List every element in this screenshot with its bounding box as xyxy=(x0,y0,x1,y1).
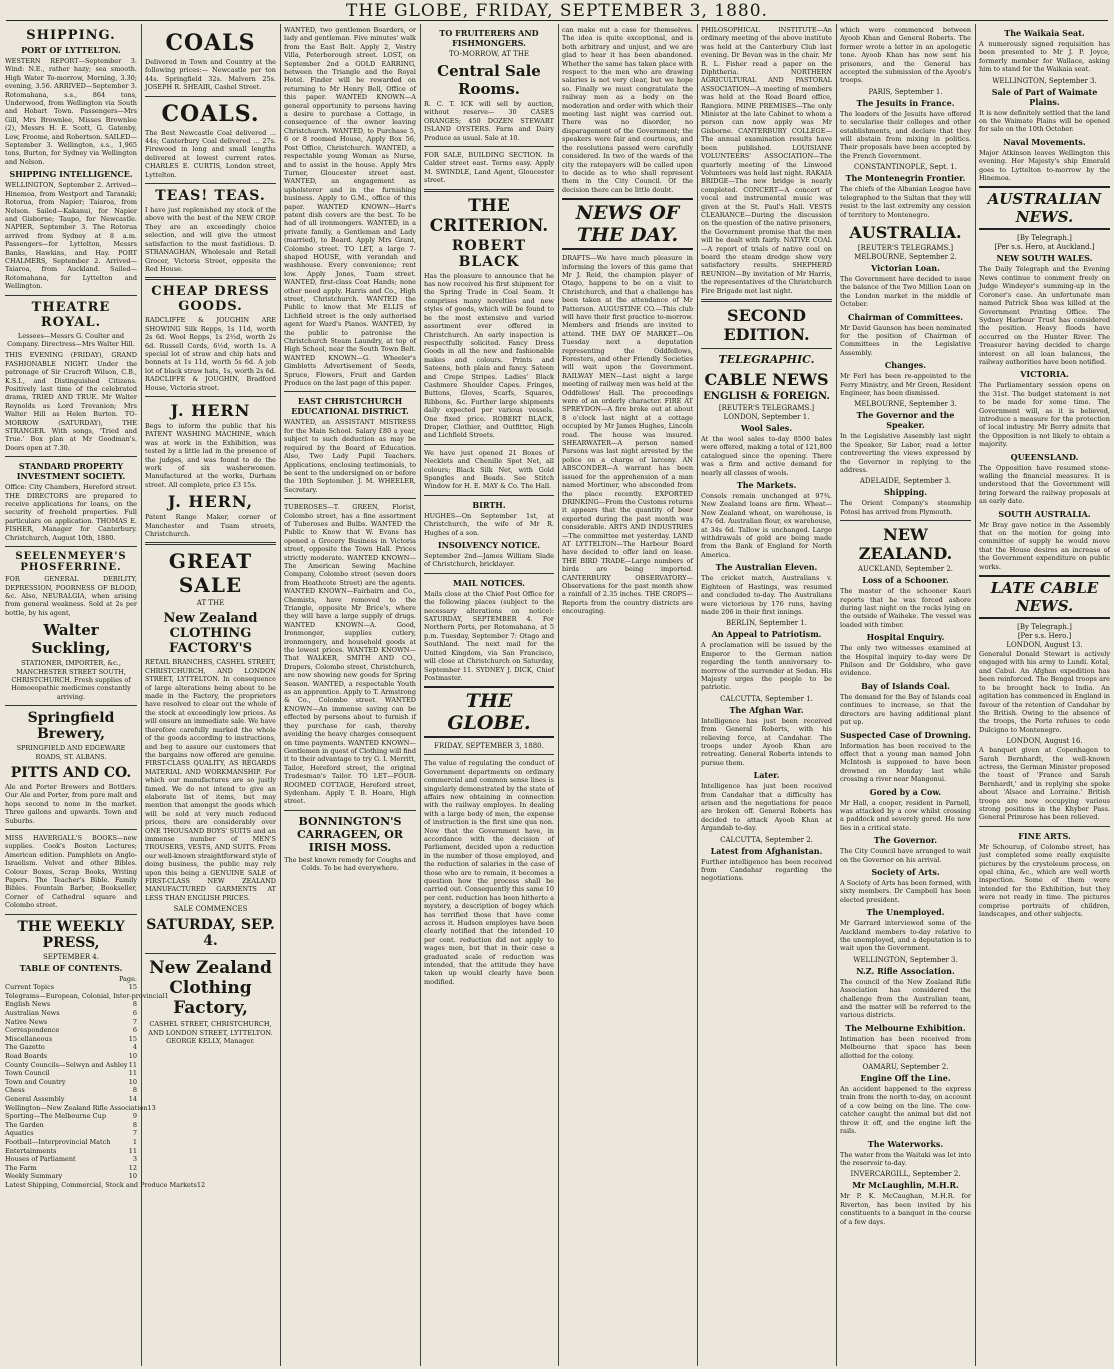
toc-row-label: Telegrams—European, Colonial, Inter-provincial xyxy=(5,991,165,1000)
naval-heading: Naval Movements. xyxy=(1003,136,1086,147)
robert-black-text: Has the pleasure to announce that he has now received his first shipment for the Spring Trade in Coal Seam. It comprises many novelties and new styles of goods, which will be found to be the most extensive and varied assortment ever offered in Christchurch. An early inspection is respectfully solicited. Fancy Dress Goods in all the new and fashionable makes and colours. Prints and Sateens, both plain and fancy. Sateen and Crepe Stripes. Ladies' Black Cashmere Shoulder Capes. Fringes, Buttons, Gloves, Scarfs, Squares, Ribbons, &c. Further large shipments daily expected per various vessels. One fixed price. ROBERT BLACK, Draper, Clothier, and Outfitter, High and Lichfield Streets. xyxy=(424,271,554,440)
toc-row xyxy=(5,1147,137,1156)
waimate-text: It is now definitely settled that the land on the Waimate Plains will be opened for sale on the 10th October. xyxy=(979,108,1110,134)
toc-row xyxy=(5,1129,137,1138)
schooner-heading: Loss of a Schooner. xyxy=(862,575,949,586)
toc-row-page: 12 xyxy=(128,1163,137,1172)
birth-text: HUGHES—On September 1st, at Christchurch, the wife of Mr R. Hughes of a son. xyxy=(424,511,554,537)
toc-row xyxy=(5,1103,156,1113)
society-heading: STANDARD PROPERTY INVESTMENT SOCIETY. xyxy=(16,461,126,482)
great-sale-heading: GREAT SALE xyxy=(168,549,253,598)
latest-afghanistan-text: Further intelligence has been received from Candahar regarding the negotiations. xyxy=(701,857,832,883)
australian-news-per: [Per s.s. Hero, at Auckland.] xyxy=(994,243,1095,252)
fruiterers-date: TO-MORROW, AT THE xyxy=(448,50,530,58)
waikaia-heading: The Waikaia Seat. xyxy=(1004,28,1085,38)
toc-row-page: 15 xyxy=(128,983,137,992)
victoria-text: The Parliamentary session opens on the 31st. The budget statement is not to be made for some time. The Government will, as it is believed, introduce a measure for the protection of local industry. Mr Berry admits that the Opposition is not likely to obtain a majority. xyxy=(979,381,1110,449)
toc-row-label: Houses of Parliament xyxy=(5,1155,76,1164)
criterion-heading: THE CRITERION. xyxy=(429,195,549,236)
local-news-text: PHILOSOPHICAL INSTITUTE—An ordinary meeting of the above institute was held at the Canterbury Club last evening. Dr Bevan was in the chair. Mr R. L. Fisher read a paper on the Diphtheria. NORTHERN AGRICULTURAL AND PASTORAL ASSOCIATION—A meeting of members was held at the Road Board office, Rangiora. MINE PREMISES—The only Minister at the late Cabinet to whom a person can now apply was Mr Gisborne. CANTERBURY COLLEGE—The annual examination results have been published. LOUISIANE VOLUNTEERS' ASSOCIATION—The quarterly meeting of the Linwood Volunteers was held last night. RAKAIA BRIDGE—The new bridge is nearly completed. CONCERT—A concert of vocal and instrumental music was given at the St. Paul's Hall. VESTS CLEARANCE—During the discussion on the question of the native prisoners, the Government promise that the men will be dealt with fairly. NATIVE COAL—A report of trials of native coal on board the steam dredge show very satisfactory results. SHEPHERD REUNION—By invitation of Mr Harris, the representatives of the Christchurch Fire Brigade met last night. xyxy=(701,26,832,295)
calcutta-dateline: CALCUTTA, September 1. xyxy=(720,694,813,703)
constantinople-dateline: CONSTANTINOPLE, Sept. 1. xyxy=(853,163,958,172)
toc-row-page: 1 xyxy=(164,991,169,1000)
brewery-heading: Springfield Brewery, xyxy=(27,710,115,743)
governor-text: The City Council have arranged to wait on the Governor on his arrival. xyxy=(840,847,971,864)
telegraphic-heading: TELEGRAPHIC. xyxy=(718,353,815,366)
globe-heading: THE GLOBE. xyxy=(424,686,554,738)
toc-row-page: 6 xyxy=(132,1009,137,1018)
queensland-heading: QUEENSLAND. xyxy=(1010,451,1079,462)
chairman-heading: Chairman of Committees. xyxy=(848,311,963,322)
column-6 xyxy=(701,26,832,1366)
hospital-text: The only two witnesses examined at the Hospital inquiry to-day were Dr Philson and Dr Goldsbro, who gave evidence. xyxy=(840,644,971,678)
beads-ad: We have just opened 21 Boxes of Necklets and Chenille Spot Net, all colours; Black Silk Net, with Gold Spangles and Beads. See Stitch Window for H. E. MAY & Co. The Hall. xyxy=(424,448,554,491)
pitts-text: Ale and Porter Brewers and Bottlers. Our Ale and Porter, from pure malt and hops second to none in the market. Three gallons and upwards. Town and Suburbs. xyxy=(5,782,137,825)
news-of-the-day-heading: NEWS OF THE DAY. xyxy=(562,198,693,250)
column-rule xyxy=(836,24,837,1366)
schooner-text: The master of the schooner Kauri reports that he was forced ashore during last night on the rocks lying on the outside of Waiheke. The vessel was loaded with timber. xyxy=(840,587,971,629)
toc-row-page: 14 xyxy=(128,1094,137,1103)
great-sale-at: AT THE xyxy=(196,599,225,608)
late-cable-text-2: A banquet given at Copenhagen to Sarah Bernhardt, the well-known actress, the German Minister proposed the toast of 'France and Sarah Bernhardt,' and in replying she spoke about 'Alsace and Lorraine.' British troops are now occupying various strong positions in the Khyber Pass. General Primrose has been relieved. xyxy=(979,746,1110,822)
teas-text: I have just replenished my stock of the above with the best of the NEW CROP. They are an exceedingly choice selection, and will give the utmost satisfaction to the most fastidious. D. STRANAGHAN, Wholesale and Retail Grocer, Victoria Street, opposite the Red House. xyxy=(145,206,276,273)
toc-row-page: 10 xyxy=(128,1052,137,1060)
sale-commences: SALE COMMENCES xyxy=(173,905,248,914)
insolvency-heading: INSOLVENCY NOTICE. xyxy=(437,540,541,551)
cable-news-heading: CABLE NEWS xyxy=(704,370,829,389)
toc-row xyxy=(5,1018,137,1027)
factory-heading: New Zealand Clothing Factory, xyxy=(149,958,272,1019)
dress-goods-heading: CHEAP DRESS GOODS. xyxy=(151,284,270,315)
melbourne-exhibition-text: Intimation has been received from Melbourne that space has been allotted for the colony. xyxy=(840,1034,971,1060)
column-1 xyxy=(5,26,206,1366)
markets-heading: The Markets. xyxy=(736,480,797,491)
melbourne2-dateline: MELBOURNE, September 3. xyxy=(854,400,957,409)
australian-news-heading: AUSTRALIAN NEWS. xyxy=(979,186,1110,230)
patriotism-heading: An Appeal to Patriotism. xyxy=(711,629,822,640)
school-district-heading: EAST CHRISTCHURCH EDUCATIONAL DISTRICT. xyxy=(291,396,409,417)
later-text: Intelligence has just been received from Candahar that a difficulty has arisen and the negotiations for peace are broken off. General Roberts has decided to attack Ayoob Khan at Argandab to-day. xyxy=(701,782,832,833)
toc-row-label: County Councils—Selwyn and Ashley xyxy=(5,1060,128,1069)
insolvency-text: September 2nd—James William Slade of Christchurch, bricklayer. xyxy=(424,552,554,569)
toc-row-label: Native News xyxy=(5,1017,48,1026)
cable-news-subheading: ENGLISH & FOREIGN. xyxy=(703,391,830,402)
toc-row-label: Town and Country xyxy=(5,1077,66,1086)
editorial-continued: can make out a case for themselves. The idea is quite exceptional, and is both arbitrary and unjust, and we are glad to hear it has been abandoned. Whether the same has taken place with respect to the men who are drawing salaries is not very clear, but we hope so. Finally we must congratulate the railway men as a body on the moderation and order with which their meeting last night was carried out. There was no disorder, no disparagement of the Government; the speakers were fair and courteous, and the resolutions passed were carefully considered. In two of the wards of the city the ratepayers will be called upon to decide as to who shall represent them in the City Council. Of the decision there can be little doubt. xyxy=(562,26,693,194)
jesuits-heading: The Jesuits in France. xyxy=(856,97,955,108)
toc-row-label: Aquatics xyxy=(5,1129,34,1138)
toc-row xyxy=(5,991,169,1001)
toc-row-page: 15 xyxy=(128,1034,137,1043)
toc-row-page: 8 xyxy=(132,1000,137,1009)
victoria-heading: VICTORIA. xyxy=(1020,369,1069,380)
toc-row xyxy=(5,1138,137,1147)
column-rule xyxy=(280,24,281,1366)
berlin-dateline: BERLIN, September 1. xyxy=(726,619,807,628)
markets-text: Consols remain unchanged at 97¾. New Zealand loans are firm. Wheat—New Zealand wheat, on warehouse, is 47s 6d. Australian flour, ex warehouse, at 34s 6d. Tallow is unchanged. Large withdrawals of gold are being made from the Bank of England for North America. xyxy=(701,492,832,559)
late-cable-per: [Per s.s. Hero.] xyxy=(1017,632,1072,641)
coals2-heading: COALS. xyxy=(161,100,260,127)
central-sale-rooms-text: R. C. T. ICK will sell by auction, without reserve— 30 CASES ORANGES; 450 DOZEN STEWART ISLAND OYSTERS. Farm and Dairy Produce as usual. Sale at 10. xyxy=(424,100,554,142)
engine-text: An accident happened to the express train from the north to-day, on account of a cow being on the line. The cow-catcher caught the animal but did not throw it off, and the engine left the rails. xyxy=(840,1085,971,1136)
toc-row xyxy=(5,1172,137,1181)
toc-row-label: Road Boards xyxy=(5,1052,48,1060)
australian-news-telegraph: [By Telegraph.] xyxy=(1017,234,1072,243)
drowning-heading: Suspected Case of Drowning. xyxy=(840,729,971,740)
bonnington-text: The best known remedy for Coughs and Colds. To be had everywhere. xyxy=(284,855,416,873)
hern-heading: J. HERN xyxy=(170,400,251,420)
shipping-heading: SHIPPING. xyxy=(26,28,116,43)
waimate-heading: Sale of Part of Waimate Plains. xyxy=(991,86,1098,107)
patriotism-text: A proclamation will be issued by the Emperor to the German nation regarding the tenth anniversary to-morrow of the surrender at Sedan. His Majesty urges the people to be patriotic. xyxy=(701,641,832,692)
toc-row-page: 10 xyxy=(128,1172,137,1181)
unemployed-text: Mr Garrard interviewed some of the Auckland members to-day relative to the unemployed, and a deputation is to wait upon the Government. xyxy=(840,919,971,953)
bonnington-heading: BONNINGTON'S CARRAGEEN, OR IRISH MOSS. xyxy=(296,814,403,854)
toc-row-label: English News xyxy=(5,1000,51,1009)
paris-dateline: PARIS, September 1. xyxy=(868,87,943,96)
wool-sales-heading: Wool Sales. xyxy=(740,423,793,433)
column-8 xyxy=(979,26,1110,1366)
column-rule xyxy=(420,24,421,1366)
coals2-text: The Best Newcastle Coal delivered ... 44s; Canterbury Coal delivered ... 27s. Firewood in long and small lengths delivered at lowest current rates. CHARLES E. CURTIS, London street, Lyttelton. xyxy=(145,128,276,179)
toc-row xyxy=(5,1164,137,1173)
toc-row-label: General Assembly xyxy=(5,1094,65,1103)
governor-heading: The Governor. xyxy=(873,835,938,846)
toc-row-page: 12 xyxy=(196,1180,206,1189)
toc-row xyxy=(5,1026,137,1035)
theatre-lessees: Lessees—Messrs G. Coulter and Company. Directress—Mrs Walter Hill. xyxy=(7,331,135,348)
toc-row-label: Sporting—The Melbourne Cup xyxy=(5,1112,106,1121)
jesuits-text: The leaders of the Jesuits have offered to secularise their colleges and other establishments, and declare that they will abstain from mixing in politics. Their proposals have been accepted by the French Government. xyxy=(840,109,971,160)
toc-row-label: Chess xyxy=(5,1086,25,1095)
brewery-text: SPRINGFIELD AND EDGEWARE ROADS, ST. ALBANS. xyxy=(16,744,126,761)
toc-row-label: Australian News xyxy=(5,1009,60,1018)
toc-row-label: The Gazette xyxy=(5,1043,45,1052)
toc-row-label: Football—Interprovincial Match xyxy=(5,1137,111,1146)
waterworks-text: The water from the Waitaki was let into the reservoir to-day. xyxy=(840,1150,971,1167)
south-australia-text: Mr Bray gave notice in the Assembly that on the motion for going into committee of supply he would move that the House desires an increase of the Government expenditure on public works. xyxy=(979,520,1110,571)
late-cable-telegraph: [By Telegraph.] xyxy=(1017,623,1072,632)
table-of-contents xyxy=(5,983,206,1189)
second-edition-heading: SECOND EDITION. xyxy=(723,306,810,344)
changes-heading: Changes. xyxy=(884,360,927,371)
globe-date: FRIDAY, SEPTEMBER 3, 1880. xyxy=(434,742,544,751)
society-arts-heading: Society of Arts. xyxy=(871,866,940,877)
robert-black-heading: ROBERT BLACK xyxy=(451,237,527,270)
toc-row xyxy=(5,1180,206,1190)
theatre-text: THIS EVENING (FRIDAY), GRAND FASHIONABLE NIGHT. Under the patronage of Sir Cracroft Wilson, C.B., K.S.I., and Distinguished Citizens. Positively last time of the celebrated drama, TRIED AND TRUE. Mr Walter Reynolds as Lord Trevanion; Mrs Walter Hill as Helen Burton. TO-MORROW (SATURDAY), THE STRANGER. With songs, 'Tried and True.' Box plan at Mr Goodman's. Doors open at 7.30. xyxy=(5,351,137,452)
auckland-dateline: AUCKLAND, September 2. xyxy=(857,565,954,574)
intelligence-heading: SHIPPING INTELLIGENCE. xyxy=(9,169,133,180)
australia-heading: AUSTRALIA. xyxy=(849,222,962,242)
column-3 xyxy=(284,26,416,1366)
toc-row-label: The Garden xyxy=(5,1120,44,1129)
toc-row-page: 1 xyxy=(132,1137,137,1146)
intelligence-text: WELLINGTON, September 2. Arrived—Hinemoa, from Westport and Taranaki; Rotorua, from Napier; Taiaroa, from Nelson. Sailed—Kakanui, for Napier and Gisborne; Taupo, for Newcastle. NAPIER, September 3. The Rotorua arrived from Sydney at 8 a.m. Passengers—for Lyttelton, Messrs Banks, Hawkins, and Hay. PORT CHALMERS, September 2. Arrived—Taiaroa, from Auckland. Sailed—Rotomahana, for Lyttelton and Wellington. xyxy=(5,181,137,291)
toc-row-page: 11 xyxy=(128,1060,137,1069)
montenegrin-heading: The Montenegrin Frontier. xyxy=(845,173,966,184)
dress-goods-text: RADCLIFFE & JOUGHIN ARE SHOWING Silk Repps, 1s 11d, worth 2s 6d. Wool Repps, 1s 2½d, worth 2s 6d. Russell Cords, 6½d, worth 1s. A special lot of straw and chip hats and bonnets at 1s 11d, worth 5s 6d. A job lot of black straw hats, 1s, worth 2s 6d. RADCLIFFE & JOUGHIN, Bradford House, Victoria street. xyxy=(145,316,276,392)
walter-suckling-heading: Walter Suckling, xyxy=(31,621,111,658)
toc-page-label: Page. xyxy=(118,974,137,983)
australia-agency: [REUTER'S TELEGRAMS.] xyxy=(857,243,954,252)
column-rule xyxy=(558,24,559,1366)
central-sale-rooms-heading: Central Sale Rooms. xyxy=(437,62,541,98)
toc-row xyxy=(5,1061,137,1070)
mail-notices-text: Mails close at the Chief Post Office for the following places (subject to the necessary alterations on notice): SATURDAY, SEPTEMBER 4. For Northern Ports, per Rotomahana, at 5 p.m. Tuesday, September 7: Otago and Southland. The next mail for the United Kingdom, via San Francisco, will close at Christchurch on Saturday, September 11. SYDNEY J. DICK, Chief Postmaster. xyxy=(424,589,554,682)
hern2-text: Patent Range Maker, corner of Manchester and Tuam streets, Christchurch. xyxy=(145,513,276,539)
toc-row xyxy=(5,1155,137,1164)
toc-row xyxy=(5,1000,137,1009)
rifle-association-text: The council of the New Zealand Rifle Association has considered the challenge from the Australian team, and the matter will be referred to the various districts. xyxy=(840,977,971,1020)
new-zealand-heading: NEW ZEALAND. xyxy=(858,525,953,564)
toc-row-label: Current Topics xyxy=(5,983,55,992)
hern2-heading: J. HERN, xyxy=(167,492,254,512)
changes-text: Mr Ferl has been re-appointed to the Ferry Ministry, and Mr Green, Resident Engineer, has been dismissed. xyxy=(840,372,971,397)
adelaide-shipping-heading: Shipping. xyxy=(883,487,928,498)
rifle-association-heading: N.Z. Rifle Association. xyxy=(856,965,955,976)
victorian-loan-text: The Government have decided to issue the balance of the Two Million Loan on the London market in the middle of October. xyxy=(840,274,971,309)
toc-row xyxy=(5,1121,137,1130)
port-heading: PORT OF LYTTELTON. xyxy=(21,45,121,55)
column-5 xyxy=(562,26,693,1366)
governor-speaker-heading: The Governor and the Speaker. xyxy=(856,410,955,431)
naval-text: Major Atkinson leaves Wellington this evening. Her Majesty's ship Emerald goes to Lyttelton to-morrow by the Hinemoa. xyxy=(979,148,1110,183)
shipping-report: WESTERN REPORT—September 3. Wind: N.E., rather hazy; sea smooth. High Water To-morrow, Morning, 3.30; evening, 3.56. ARRIVED—September 3. Rotomahana, s.s., 864 tons, Underwood, from Wellington via South and Hobart Town. Passengers—Mrs Gill, Mrs Brownlee, Misses Brownlee (2), Messrs H. E. Scott, G. Gatenby, Low, Froome, and Robertson. SAILED—September 3. Wellington, s.s., 1,965 tons, Burton, for Sydney via Wellington and Nelson. xyxy=(5,57,137,166)
london-dateline: LONDON, September 1. xyxy=(723,413,810,421)
theatre-heading: THEATRE ROYAL. xyxy=(31,299,111,330)
late-cable-heading: LATE CABLE NEWS. xyxy=(979,575,1110,619)
unemployed-heading: The Unemployed. xyxy=(866,907,945,918)
toc-row-label: Latest Shipping, Commercial, Stock and Produce Markets xyxy=(5,1180,197,1189)
toc-row-page: 8 xyxy=(132,1086,137,1095)
society-arts-text: A Society of Arts has been formed, with sixty members. Dr Campbell has been elected president. xyxy=(840,878,971,904)
column-rule xyxy=(697,24,698,1366)
sale-date: SATURDAY, SEP. 4. xyxy=(146,917,275,950)
nsw-text: The Daily Telegraph and the Evening News continue to comment freely on Judge Windeyer's summing-up in the Coroner's case. An unfortunate man named Patrick Shea was killed at the Government Printing Office. The Sydney Harbour Trust has considered the position. Heavy floods have occurred on the Hunter River. The Treasurer having decided to charge interest on all loan balances, the railway authorities have been notified. xyxy=(979,265,1110,366)
london3-dateline: LONDON, August 16. xyxy=(1006,737,1083,746)
phosferrine-text: FOR GENERAL DEBILITY, DEPRESSION, POORNESS OF BLOOD, &c. Also, NEURALGIA, when arising from general weakness. Sold at 2s per bottle, by his agent, xyxy=(5,575,137,617)
news-of-the-day-text: DRAFTS—We have much pleasure in informing the lovers of this game that Mr J. Reid, the champion player of Otago, happens to be on a visit to Christchurch, and that a challenge has been taken at the attendance of Mr Patterson. AUGUSTINE CO.—This club will have their first practice to-morrow. Members and friends are invited to attend. THE DAY OF MARKET—On Tuesday next a deputation representing the Oddfellows, Foresters, and other Friendly Societies will wait upon the Government. RAILWAY MEN—Last night a large meeting of railway men was held at the Oddfellows' Hall. The proceedings were of an orderly character. FIRE AT SPREYDON—A fire broke out at about 8 o'clock last night at a cottage occupied by Mr James Hughes, Lincoln road. The house was insured. SHEARWATER—A person named Parsons was last night arrested by the police on a charge of larceny. AN ABSCONDER—A warrant has been issued for the apprehension of a man named Mortimer, who absconded from the place recently. EXPORTED DRINKING—From the Customs returns it appears that the quantity of beer exported during the past month was considerable. ARTS AND INDUSTRIES—The committee met yesterday. LAND AT LYTTELTON—The Harbour Board have decided to offer land on lease. THE BIRD TRADE—Large numbers of birds are being imported. CANTERBURY OBSERVATORY—Observations for the past month show a rainfall of 2.35 inches. THE CROPS—Reports from the country districts are encouraging. xyxy=(562,254,693,616)
toc-row xyxy=(5,1112,137,1121)
column-rule xyxy=(141,24,142,1366)
toc-row-label: The Farm xyxy=(5,1163,37,1172)
mclaughlin-heading: Mr McLaughlin, M.H.R. xyxy=(852,1180,959,1191)
governor-speaker-text: In the Legislative Assembly last night the Speaker, Sir Labor, read a letter controverting the views expressed by the Governor in replying to the address. xyxy=(840,432,971,474)
south-australia-heading: SOUTH AUSTRALIA. xyxy=(998,508,1091,519)
clothing-factory-name: New Zealand CLOTHING FACTORY'S xyxy=(163,611,258,657)
building-section-ad: FOR SALE, BUILDING SECTION. In Calder street east. Terms easy. Apply M. SWINDLE, Land Agent, Gloucester street. xyxy=(424,151,554,185)
toc-row-page: 11 xyxy=(128,1069,137,1078)
engine-heading: Engine Off the Line. xyxy=(860,1073,951,1084)
toc-row-page: 8 xyxy=(132,1120,137,1129)
hospital-heading: Hospital Enquiry. xyxy=(866,632,945,643)
toc-row-label: Weekly Summary xyxy=(5,1172,63,1181)
toc-row-label: Entertainments xyxy=(5,1146,57,1155)
toc-row-page: 4 xyxy=(132,1043,137,1052)
adelaide-dateline: ADELAIDE, September 3. xyxy=(859,477,952,486)
mclaughlin-text: Mr P. K. McCaughan, M.H.R. for Riverton, has been invited by his constituents to a banquet in the course of a few days. xyxy=(840,1192,971,1226)
calcutta2-dateline: CALCUTTA, September 2. xyxy=(720,835,813,844)
victorian-loan-heading: Victorian Loan. xyxy=(871,262,940,273)
afghan-war-text: Intelligence has just been received from General Roberts, with his relieving force, at Candahar. The troops under Ayoob Khan are retreating. General Roberts intends to pursue them. xyxy=(701,716,832,767)
birth-heading: BIRTH. xyxy=(472,499,506,510)
bay-coal-text: The demand for the Bay of Islands coal continues to increase, so that the directors are having additional plant put up. xyxy=(840,692,971,727)
masthead: THE GLOBE, FRIDAY, SEPTEMBER 3, 1880. xyxy=(346,1,768,21)
toc-row xyxy=(5,1095,137,1104)
waikaia-text: A numerously signed requisition has been presented to Mr J. P. Joyce, formerly member for Wallace, asking him to stand for the Waikaia seat. xyxy=(979,40,1110,74)
phosferrine-heading: SEELENMEYER'S PHOSFERRINE. xyxy=(15,551,127,574)
toc-row-label: Town Council xyxy=(5,1069,50,1078)
london2-dateline: LONDON, August 13. xyxy=(1006,641,1083,650)
nsw-heading: NEW SOUTH WALES. xyxy=(996,253,1093,264)
australian-eleven-text: The cricket match, Australians v. Eighteen of Hastings, was resumed and concluded to-day. The Australians were victorious by 176 runs, having made 206 in their first innings. xyxy=(701,574,832,616)
column-2 xyxy=(145,26,276,1366)
havergall-books-ad: MISS HAVERGALL'S BOOKS—new supplies. Cook's Boston Lectures; American edition. Pamphlets on Anglo-Israelism. Velvet and other Bibles. Colour Boxes, Scrap Books, Writing Papers. The Teacher's Bible. Family Bibles. Fountain Barber, Bookseller, Corner of Cathedral square and Colombo street. xyxy=(5,834,137,910)
toc-row-page: 7 xyxy=(132,1129,137,1138)
gored-text: Mr Hall, a cooper, resident in Parnell, was attacked by a cow whilst crossing a paddock and severely gored. He now lies in a critical state. xyxy=(840,798,971,832)
melbourne-exhibition-heading: The Melbourne Exhibition. xyxy=(845,1022,966,1033)
toc-row xyxy=(5,1069,137,1078)
later-heading: Later. xyxy=(753,770,780,781)
queensland-text: The Opposition have resumed stone-walling the financial measures. It is understood that the Government will bring forward the railway proposals at an early date. xyxy=(979,463,1110,506)
afghan-war-heading: The Afghan War. xyxy=(729,704,804,715)
late-cable-text: Generalul Donald Stewart is actively engaged with his army to Lundi. Kotal, and Cabul. An Afghan expedition has been reinforced. The Bengal troops are to be brought back to India. An agitation has commenced in England in favour of the retention of Candahar by the British. Owing to the absence of the troops, the Porte refuses to cede Dulcigno to Montenegro. xyxy=(979,650,1110,734)
fine-arts-heading: FINE ARTS. xyxy=(1018,830,1071,841)
masthead-rule xyxy=(6,20,1108,21)
mail-notices-heading: MAIL NOTICES. xyxy=(453,577,525,588)
toc-row-page: 3 xyxy=(132,1155,137,1164)
toc-row xyxy=(5,1052,137,1061)
coals-heading: COALS xyxy=(165,30,256,56)
toc-row-page: 6 xyxy=(132,1026,137,1035)
toc-row-page: 11 xyxy=(128,1146,137,1155)
toc-row-label: Correspondence xyxy=(5,1026,60,1035)
toc-row-page: 10 xyxy=(128,1077,137,1086)
wellington2-dateline: WELLINGTON, September 3. xyxy=(992,76,1097,85)
oamaru-dateline: OAMARU, September 2. xyxy=(862,1063,949,1072)
toc-row-label: Wellington—New Zealand Rifle Association xyxy=(5,1103,148,1112)
bay-coal-heading: Bay of Islands Coal. xyxy=(861,680,950,691)
toc-row xyxy=(5,1009,137,1018)
toc-row xyxy=(5,1043,137,1052)
school-district-text: WANTED, an ASSISTANT MISTRESS for the Main School. Salary £80 a year, subject to such deduction as may be required by the Board of Education. Also, Two Lady Pupil Teachers. Applications, enclosing testimonials, to be sent to the undersigned on or before the 10th September. J. M. WHEELER, Secretary. xyxy=(284,418,416,494)
wellington-dateline: WELLINGTON, September 3. xyxy=(853,955,958,964)
toc-row-page: 7 xyxy=(132,1017,137,1026)
fine-arts-text: Mr Schourup, of Colombo street, has just completed some really exquisite pictures by the crystoleum process, on opal china, &c., which are well worth inspection. Some of them were intended for the Exhibition, but they were not ready in time. The pictures comprise portraits of children, landscapes, and other subjects. xyxy=(979,842,1110,919)
gored-heading: Gored by a Cow. xyxy=(869,786,942,797)
toc-row xyxy=(5,1086,137,1095)
toc-row xyxy=(5,1078,137,1087)
wanted-ads: WANTED, two gentlemen Boarders, or lady and gentleman. Five minutes' walk from the East Belt. Apply 2, Vestry Villa, Peterborough street. LOST, on September 2nd a GOLD EARRING, between the Triangle and the Royal Hotel. Finder will be rewarded on returning to Mr Henry Bell, Office of this paper. WANTED KNOWN—A general opportunity to persons having a desire to purchase a Cottage, in consequence of the owner leaving Christchurch. WANTED, to Purchase 5, 6 or 8 roomed House, Apply Box 56, Post Office, Christchurch. WANTED, a respectable young Woman as Nurse, and to assist in the house. Apply Mrs Turner, Gloucester street east. WANTED, an engagement as upholsterer and in the furnishing business. Apply to G.M., office of this paper. WANTED KNOWN—Hart's patent dish covers are the best. To be had of all ironmongers. WANTED, in a private family, a Gentleman and Lady (married), to Board. Apply Mrs Grant, Colombo street. TO LET, a large 7-shaped HOUSE, with verandah and washhouse. Every convenience; rent low. Apply Jones, Tuam street. WANTED, first-class Coat Hands; none other need apply. Harris and Co., High street, Christchurch. WANTED the Public to know that Mr ELLIS of Lichfield street is the only authorised agent for Ward's Pianos. WANTED, by the public to patronise the Christchurch Steam Laundry, at top of High School, near the South Town Belt. WANTED KNOWN—G. Wheeler's Gimbletts Advertisement of Seeds, Spruce, Flowers, Fruit and Garden Produce on the last page of this paper. xyxy=(284,26,416,388)
toc-row xyxy=(5,983,137,992)
column-4 xyxy=(424,26,554,1366)
australian-eleven-heading: The Australian Eleven. xyxy=(715,562,818,573)
column-7 xyxy=(840,26,971,1366)
factory-text: CASHEL STREET, CHRISTCHURCH, AND LONDON STREET, LYTTELTON. GEORGE KELLY, Manager. xyxy=(148,1020,273,1046)
walter-suckling-text: STATIONER, IMPORTER, &c., MANCHESTER STREET SOUTH, CHRISTCHURCH. Fresh supplies of Homoeopathic medicines constantly arriving. xyxy=(11,659,131,701)
fruiterers-heading: TO FRUITERERS AND FISHMONGERS. xyxy=(439,28,539,48)
society-text: Office: City Chambers, Hereford street. THE DIRECTORS are prepared to receive applications for loans, on the security of freehold properties. Full particulars on application. THOMAS E. FISHER, Manager for Canterbury. Christchurch, August 10th, 1880. xyxy=(5,483,137,542)
invercargill-dateline: INVERCARGILL, September 2. xyxy=(850,1170,961,1179)
reuters-label: [REUTER'S TELEGRAMS.] xyxy=(718,404,815,412)
afghan-continued: which were commenced between Ayoob Khan and General Roberts. The former wrote a letter in an apologetic tone. Ayoob Khan has now sent his prisoners, and the General has accepted the submission of the Ayoob's troops. xyxy=(840,26,971,85)
column-rule xyxy=(975,24,976,1366)
melbourne-dateline: MELBOURNE, September 2. xyxy=(854,252,957,261)
hern-text: Begs to inform the public that his PATENT WASHING MACHINE, which was at work in the Exhibition, was tested by a little lad in the presence of the judges, and was found to do the work of six washerwomen. Manufactured at the works, Durham street. All complete, price £3 15s. xyxy=(145,421,276,489)
wool-sales-text: At the wool sales to-day 8500 bales were offered, making a total of 121,800 catalogued since the opening. There was a firm and active demand for nearly all classes of wools. xyxy=(701,435,832,477)
more-wanted-ads: TUBEROSES—T. GREEN, Florist, Colombo street, has a fine assortment of Tuberoses and Bulbs. WANTED the Public to Know that W. Evans has opened a Grocery Business in Victoria street, opposite the Town Hall. Prices strictly moderate. WANTED KNOWN—The American Sewing Machine Company, Colombo street (seven doors from Heathcote Street) are the agents. WANTED KNOWN—Fairbairn and Co., Chemists, have removed to the Triangle, opposite Mr Brice's, where they will have a large supply of drugs. WANTED KNOWN—A. Good, Ironmonger, supplies cutlery, ironmongery, and household goods at the lowest prices. WANTED KNOWN—That WALKER, SMITH AND CO., Drapers, Colombo street, Christchurch, are now showing new goods for Spring Season. WANTED, a respectable Youth as an apprentice. Apply to T. Armstrong & Co., Colombo street. WANTED KNOWN—An immense saving can be effected by persons about to furnish if they purchase for cash, thereby avoiding the heavy charges consequent on time payments. WANTED KNOWN—Gentlemen in quest of Clothing will find it to their advantage to try G. I. Merritt, Tailor, Hereford street, the original Tradesman's Tailor. TO LET—FOUR-ROOMED COTTAGE, Hereford street, Sydenham. Apply T. B. Hoare, High street. xyxy=(284,503,416,806)
weekly-press-heading: THE WEEKLY PRESS, xyxy=(17,918,125,951)
toc-row-page: 13 xyxy=(147,1103,156,1112)
drowning-text: Information has been received to the effect that a young man named John McIntosh is supposed to have been drowned on Monday last while crossing a river near Mangonui. xyxy=(840,741,971,784)
montenegrin-text: The chiefs of the Albanian League have telegraphed to the Sultan that they will resist to the last extremity any cession of territory to Montenegro. xyxy=(840,185,971,219)
coals-text: Delivered in Town and Country at the following prices:— Newcastle per ton 44s. Springfield 32s. Malvern 25s. JOSEPH R. SHEAIR, Cashel Street. xyxy=(145,58,276,92)
toc-row xyxy=(5,1035,137,1044)
teas-heading: TEAS! TEAS. xyxy=(155,188,266,205)
toc-title: TABLE OF CONTENTS. xyxy=(19,962,123,973)
chairman-text: Mr David Gaunson has been nominated for the position of Chairman of Committees in the Legislative Assembly. xyxy=(840,323,971,357)
pitts-heading: PITTS AND CO. xyxy=(10,764,132,781)
toc-row-label: Miscellaneous xyxy=(5,1034,53,1043)
waterworks-heading: The Waterworks. xyxy=(867,1138,944,1149)
toc-row-page: 9 xyxy=(132,1112,137,1121)
weekly-press-date: SEPTEMBER 4. xyxy=(43,952,99,961)
adelaide-shipping-text: The Orient Company's steamship Potosi has arrived from Plymouth. xyxy=(840,499,971,516)
great-sale-text: RETAIL BRANCHES, CASHEL STREET, CHRISTCHURCH, AND LONDON STREET, LYTTELTON. In consequence of large alterations being about to be made in the Factory, the proprietors have resolved to clear out the whole of the stock at exceedingly low prices. As will ensure an immediate sale. We have therefore carefully marked the whole of the goods according to instructions, and beg to assure our customers that the bargains now offered are genuine. FIRST-CLASS QUALITY, AS REGARDS MATERIAL AND WORKMANSHIP. For which our manufactures are so justly famed. We do not intend to give an elaborate list of items, but may mention that amongst the goods which will be sold at very much reduced prices, there are considerably over ONE THOUSAND BOYS' SUITS and an immense number of MEN'S TROUSERS, VESTS, AND SUITS. From our well-known straightforward style of doing business, the public may rely upon this being a GENUINE SALE of FIRST-CLASS NEW ZEALAND MANUFACTURED GARMENTS AT LESS THAN ENGLISH PRICES. xyxy=(145,658,276,902)
latest-afghanistan-heading: Latest from Afghanistan. xyxy=(710,845,823,856)
editorial-text: The value of regulating the conduct of Government departments on ordinary commercial and common sense lines is singularly demonstrated by the state of affairs now obtaining in connection with the railway employes. In dealing with a large body of men, the expense of instruction is the first sine qua non. Now that the Government have, in accordance with the decision of Parliament, decided upon a reduction in the number of those employed, and the reduction of salaries in the case of those who are to remain, it becomes a question how the process shall be carried out. Consequently this same 10 per cent. reduction has been hitherto a mystery, a description of bogey which has terrified those that have come across it. Hudson employes have been clearly notified that the intended 10 per cent. reduction did not apply to wages men, but that in their case a graduated scale of reduction was intended, that the attitude they have taken up would clearly have been modified. xyxy=(424,759,554,986)
